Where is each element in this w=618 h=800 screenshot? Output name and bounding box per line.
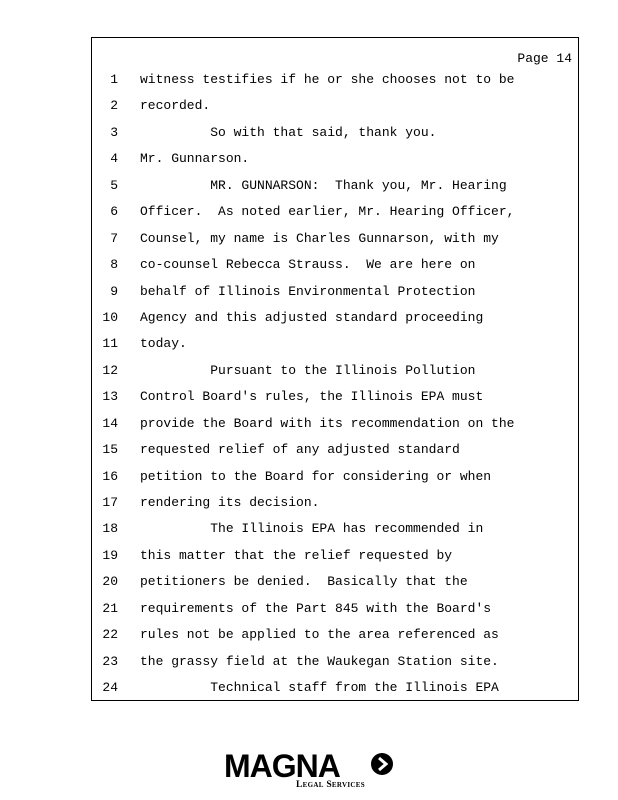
transcript-line <box>92 521 578 547</box>
line-text: petitioners be denied. Basically that the <box>140 574 468 590</box>
line-text: behalf of Illinois Environmental Protection <box>140 283 476 299</box>
line-text: Technical staff from the Illinois EPA <box>140 680 499 696</box>
line-number: 2 <box>110 98 118 114</box>
transcript-line <box>92 284 578 310</box>
transcript-page-frame <box>91 37 579 701</box>
line-number: 13 <box>102 389 118 405</box>
transcript-line <box>92 363 578 389</box>
line-text: Pursuant to the Illinois Pollution <box>140 362 476 378</box>
line-number: 15 <box>102 442 118 458</box>
line-number: 3 <box>110 124 118 140</box>
transcript-line <box>92 495 578 521</box>
line-number: 7 <box>110 230 118 246</box>
line-text: requested relief of any adjusted standard <box>140 442 460 458</box>
line-text: this matter that the relief requested by <box>140 547 453 563</box>
line-number: 17 <box>102 495 118 510</box>
line-text: So with that said, thank you. <box>140 124 437 140</box>
transcript-line <box>92 389 578 415</box>
transcript-line <box>92 548 578 574</box>
line-text: the grassy field at the Waukegan Station site. <box>140 653 499 669</box>
line-text: recorded. <box>140 98 211 114</box>
transcript-line <box>92 231 578 257</box>
line-text: petition to the Board for considering or when <box>140 468 492 484</box>
line-number: 19 <box>102 547 118 563</box>
line-number: 14 <box>102 415 118 431</box>
line-number: 8 <box>110 257 118 273</box>
transcript-line <box>92 336 578 362</box>
line-text: Counsel, my name is Charles Gunnarson, with my <box>140 230 499 246</box>
line-number: 10 <box>102 309 118 325</box>
magna-logo <box>224 749 399 793</box>
line-number: 1 <box>110 72 118 87</box>
transcript-line <box>92 151 578 177</box>
line-text: rendering its decision. <box>140 495 320 510</box>
line-text: Control Board's rules, the Illinois EPA must <box>140 389 484 405</box>
line-text: witness testifies if he or she chooses not to be <box>140 72 515 87</box>
transcript-line <box>92 574 578 600</box>
transcript-line <box>92 178 578 204</box>
logo-subtitle: Legal Services <box>296 780 365 790</box>
logo-wordmark: MAGNA <box>224 748 340 784</box>
line-text: Mr. Gunnarson. <box>140 151 250 167</box>
line-number: 24 <box>102 680 118 696</box>
page-number: Page 14 <box>517 51 572 66</box>
line-number: 6 <box>110 204 118 220</box>
line-text: The Illinois EPA has recommended in <box>140 521 484 537</box>
line-number: 12 <box>102 362 118 378</box>
transcript-line <box>92 125 578 151</box>
line-number: 18 <box>102 521 118 537</box>
line-text: today. <box>140 336 187 352</box>
line-text: MR. GUNNARSON: Thank you, Mr. Hearing <box>140 177 507 193</box>
line-number: 16 <box>102 468 118 484</box>
transcript-line <box>92 416 578 442</box>
transcript-line <box>92 601 578 627</box>
line-number: 21 <box>102 600 118 616</box>
line-number: 11 <box>102 336 118 352</box>
transcript-line <box>92 654 578 680</box>
transcript-line <box>92 469 578 495</box>
line-text: co-counsel Rebecca Strauss. We are here on <box>140 257 476 273</box>
transcript-line <box>92 310 578 336</box>
line-text: rules not be applied to the area referenced as <box>140 627 499 643</box>
line-text: Agency and this adjusted standard proceeding <box>140 309 484 325</box>
line-number: 20 <box>102 574 118 590</box>
line-number: 9 <box>110 283 118 299</box>
transcript-line <box>92 442 578 468</box>
line-text: provide the Board with its recommendation on the <box>140 415 515 431</box>
transcript-line <box>92 627 578 653</box>
line-text: Officer. As noted earlier, Mr. Hearing Officer, <box>140 204 515 220</box>
line-number: 5 <box>110 177 118 193</box>
transcript-line <box>92 72 578 98</box>
line-text: requirements of the Part 845 with the Board's <box>140 600 492 616</box>
transcript-line <box>92 204 578 230</box>
transcript-line <box>92 257 578 283</box>
line-number: 4 <box>110 151 118 167</box>
transcript-line <box>92 98 578 124</box>
transcript-lines <box>92 72 578 707</box>
arrow-circle-icon <box>371 753 393 775</box>
line-number: 23 <box>102 653 118 669</box>
line-number: 22 <box>102 627 118 643</box>
transcript-line <box>92 680 578 706</box>
